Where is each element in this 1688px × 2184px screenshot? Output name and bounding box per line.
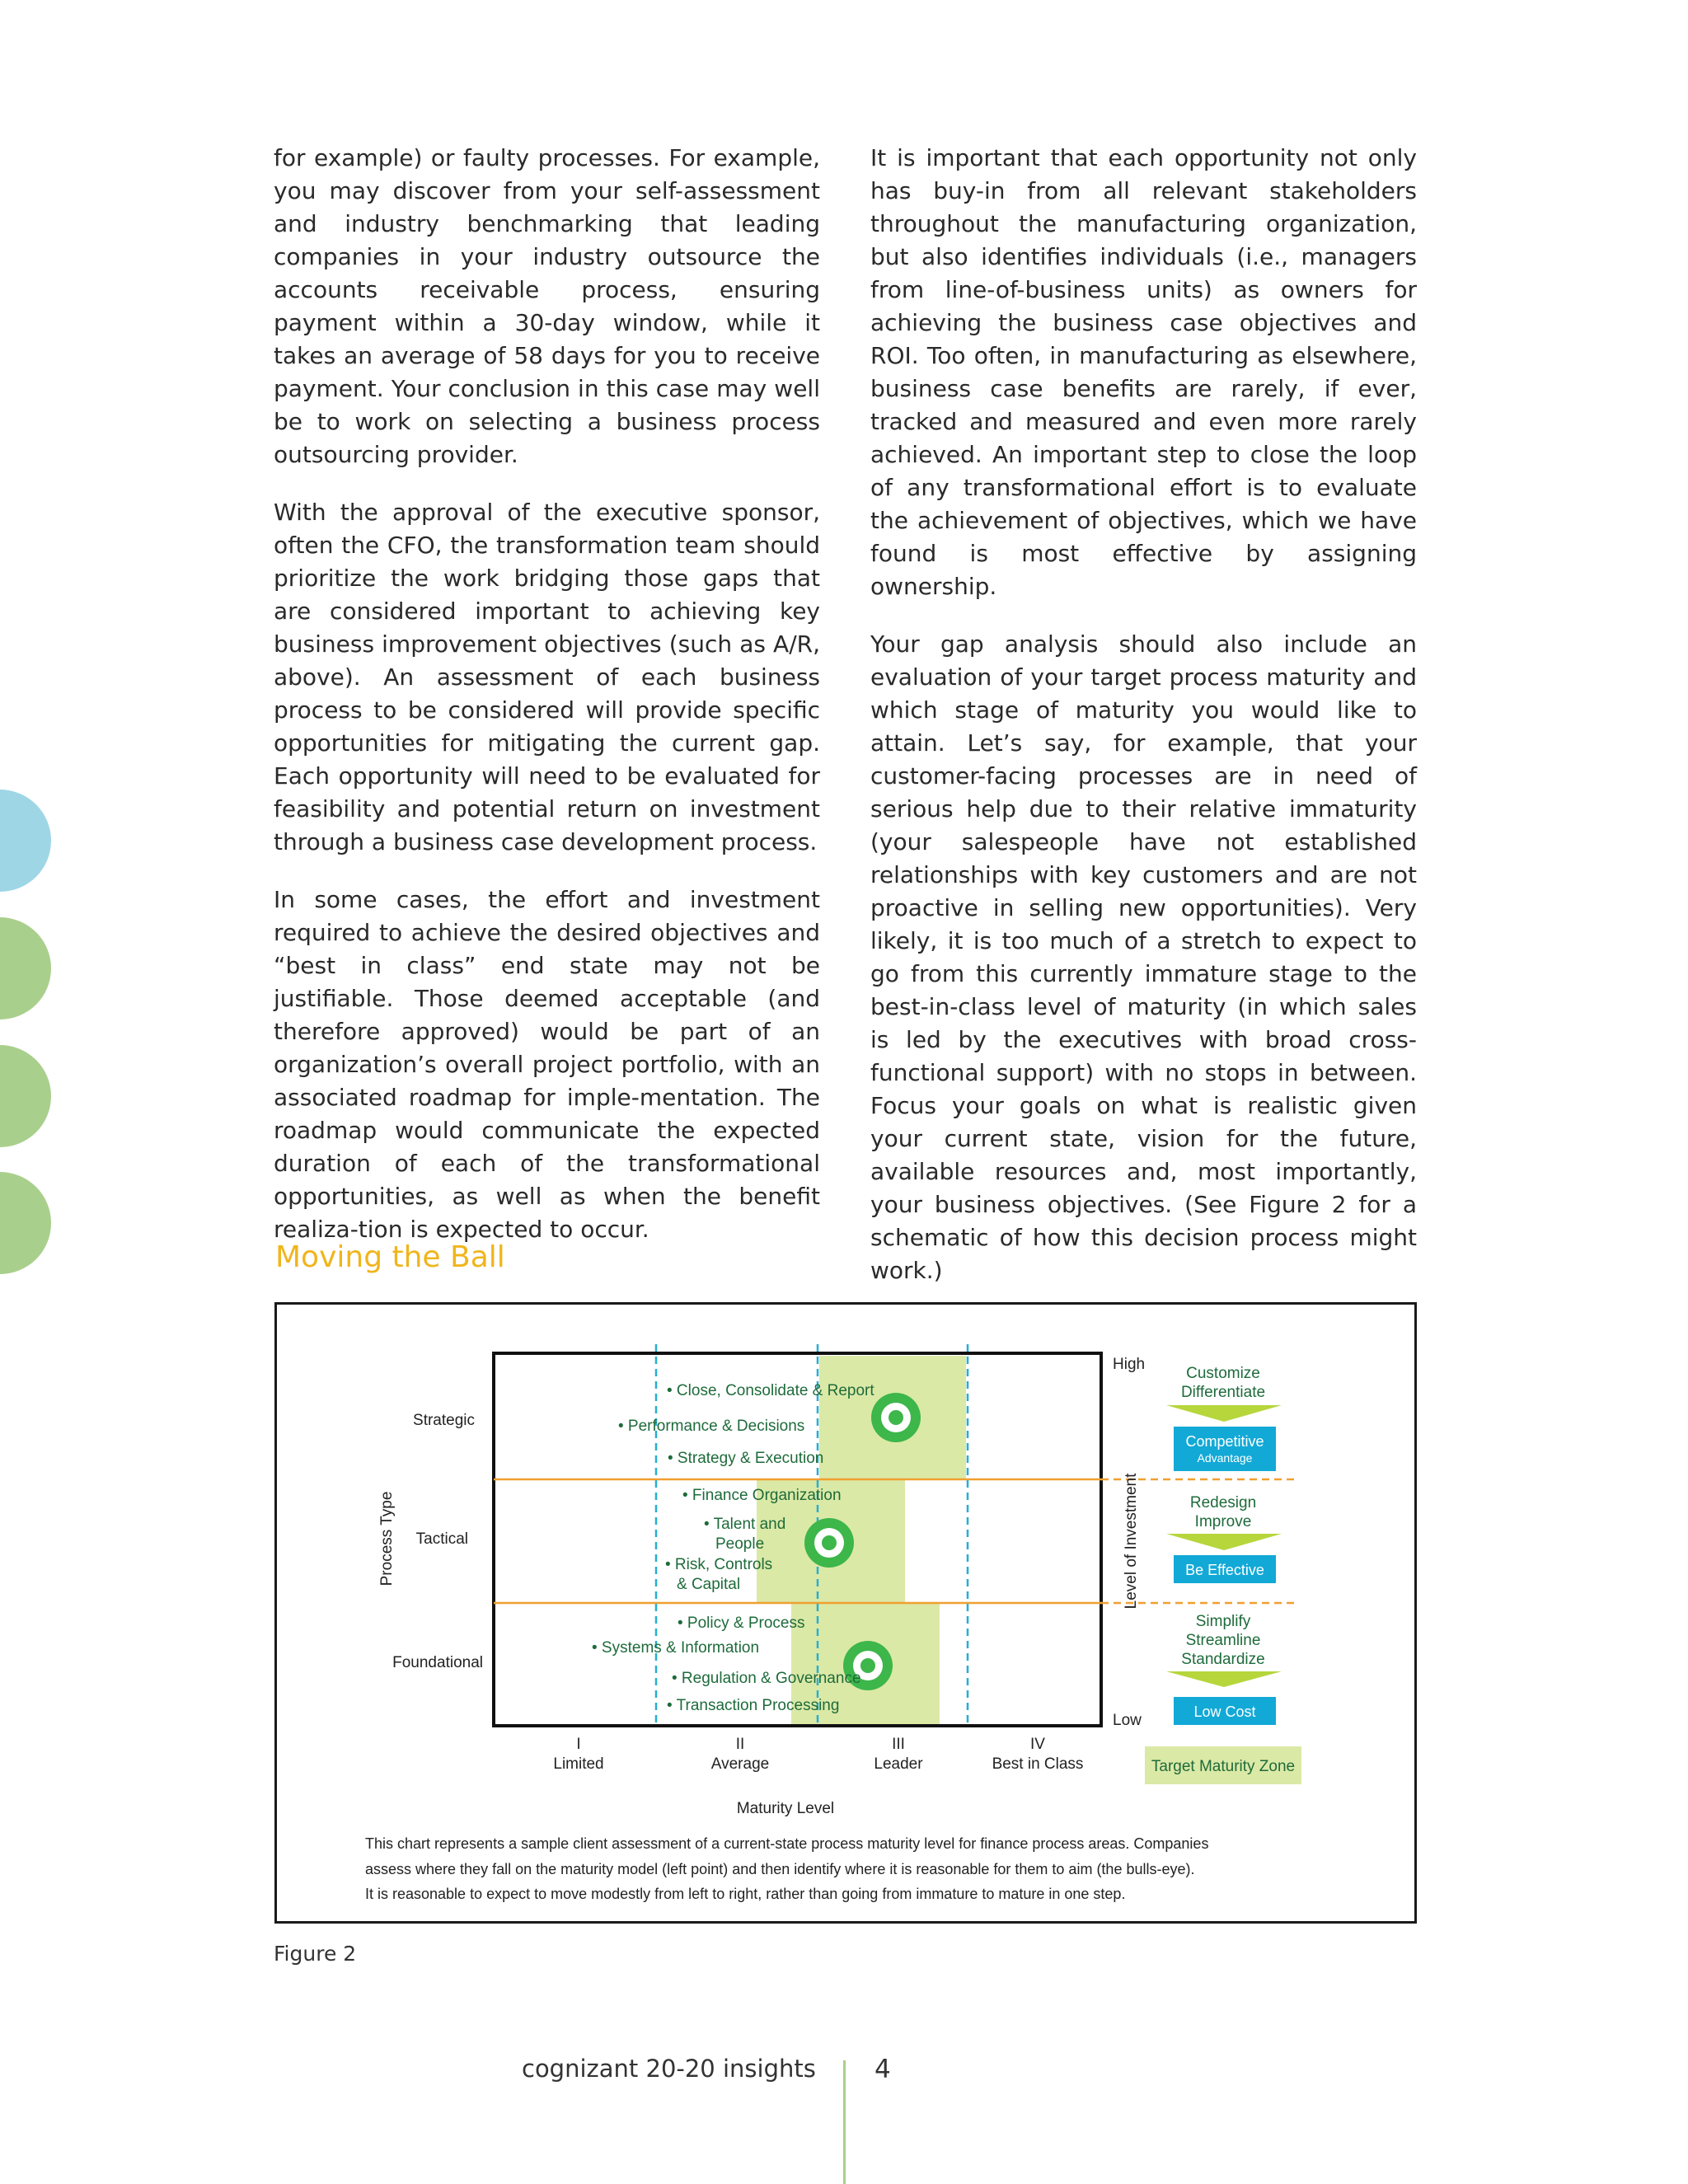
paragraph: With the approval of the executive sponsor, often the CFO, the transformation team should prioritize the work bridging those gaps that are considered important to achieving key business improvement objectives (such as A/R, above). An assessment of each business process to be considered will provide specific opportunities for mitigating the current gap. Each opportunity will need to be evaluated for feasibility and potential return on investment through a business case development process.	[274, 499, 820, 855]
item-talent: • Talent and	[704, 1516, 786, 1533]
item-policy: • Policy & Process	[678, 1615, 805, 1632]
figure-label: Figure 2	[274, 1942, 357, 1966]
investment-high-label: High	[1113, 1356, 1146, 1373]
y-axis-title: Process Type	[378, 1491, 396, 1586]
item-transaction: • Transaction Processing	[667, 1697, 840, 1714]
column-numeral-iv: IV	[1030, 1736, 1045, 1753]
investment-axis-title: Level of Investment	[1123, 1473, 1140, 1610]
footer-brand: cognizant 20-20 insights	[522, 2055, 816, 2083]
decor-circle-blue	[0, 790, 51, 892]
label-standardize: Standardize	[1181, 1651, 1265, 1668]
column-label-limited: Limited	[553, 1755, 604, 1773]
body-column-left	[274, 142, 820, 1271]
paragraph: In some cases, the effort and investment required to achieve the desired objectives and “best in class” end state may not be justifiable. Those deemed acceptable (and therefore approved) would be part of an organization’s overall project portfolio, with an associated roadmap for imple-mentation. The roadmap would communicate the expected duration of each of the transformational opportunities, as well as when the benefit realiza-tion is expected to occur.	[274, 886, 820, 1243]
label-competitive: Competitive	[1185, 1433, 1264, 1450]
maturity-matrix	[277, 1305, 1419, 1926]
row-label-foundational: Foundational	[392, 1654, 483, 1671]
row-label-strategic: Strategic	[413, 1412, 475, 1429]
column-numeral-i: I	[576, 1736, 581, 1753]
arrow-down-icon	[1166, 1405, 1282, 1422]
investment-low-label: Low	[1113, 1712, 1142, 1729]
item-finance-organization: • Finance Organization	[682, 1487, 842, 1504]
label-improve: Improve	[1194, 1513, 1252, 1530]
page-number: 4	[874, 2055, 891, 2084]
label-redesign: Redesign	[1189, 1494, 1257, 1511]
decor-circle-green	[0, 917, 51, 1019]
label-simplify: Simplify	[1195, 1613, 1251, 1630]
arrow-down-icon	[1166, 1534, 1282, 1550]
label-streamline: Streamline	[1185, 1632, 1261, 1649]
section-title: Moving the Ball	[275, 1240, 505, 1274]
body-column-right	[870, 142, 1417, 1312]
item-systems: • Systems & Information	[592, 1639, 760, 1657]
paragraph: It is important that each opportunity not only has buy-in from all relevant stakeholders throughout the manufacturing organization, but also identifies individuals (i.e., managers from line-of-business units) as owners for achieving the business case objectives and ROI. Too often, in manufacturing as elsewhere, business case benefits are rarely, if ever, tracked and measured and even more rarely achieved. An important step to close the loop of any transformational effort is to evaluate the achievement of objectives, which we have found is most effective by assigning ownership.	[870, 144, 1417, 600]
label-advantage: Advantage	[1197, 1451, 1253, 1465]
item-risk: • Risk, Controls	[665, 1556, 773, 1573]
paragraph: Your gap analysis should also include an evaluation of your target process maturity and which stage of maturity you would like to attain. Let’s say, for example, that your customer-facing processes are in need of serious help due to their relative immaturity (your salespeople have not established relationships with key customers and are not proactive in selling new opportunities). Very likely, it is too much of a stretch to expect to go from this currently immature stage to the best-in-class level of maturity (in which sales is led by the executives with broad cross-functional support) with no stops in between. Focus your goals on what is realistic given your current state, vision for the future, available resources and, most importantly, your business objectives. (See Figure 2 for a schematic of how this decision process might work.)	[870, 630, 1417, 1284]
bullseye-tactical	[804, 1518, 854, 1568]
footer-divider	[843, 2060, 846, 2184]
item-regulation: • Regulation & Governance	[672, 1670, 861, 1687]
item-close: • Close, Consolidate & Report	[667, 1382, 874, 1399]
label-customize: Customize	[1186, 1365, 1260, 1382]
column-numeral-iii: III	[892, 1736, 905, 1753]
label-differentiate: Differentiate	[1180, 1384, 1266, 1401]
x-axis-title: Maturity Level	[736, 1800, 835, 1817]
figure-caption-line: It is reasonable to expect to move modestly from left to right, rather than going from immature to mature in one step.	[365, 1886, 1126, 1902]
bullseye-strategic	[871, 1393, 921, 1442]
figure-caption-line: This chart represents a sample client assessment of a current-state process maturity level for finance process areas. Companies	[365, 1835, 1209, 1852]
item-strategy: • Strategy & Execution	[668, 1450, 824, 1467]
paragraph: for example) or faulty processes. For example, you may discover from your self-assessment and industry benchmarking that leading companies in your industry outsource the accounts receivable process, ensuring payment within a 30-day window, while it takes an average of 58 days for you to receive payment. Your conclusion in this case may well be to work on selecting a business process outsourcing provider.	[274, 144, 820, 468]
maturity-figure	[274, 1302, 1417, 1924]
decor-circle-green	[0, 1045, 51, 1147]
row-label-tactical: Tactical	[415, 1530, 468, 1548]
figure-caption-line: assess where they fall on the maturity model (left point) and then identify where it is reasonable for them to aim (the bulls-eye).	[365, 1861, 1195, 1877]
arrow-down-icon	[1166, 1671, 1282, 1687]
item-risk-cont: & Capital	[677, 1576, 741, 1593]
column-label-average: Average	[710, 1755, 770, 1773]
column-label-best-in-class: Best in Class	[992, 1755, 1084, 1773]
label-be-effective: Be Effective	[1185, 1562, 1264, 1578]
decor-circle-green	[0, 1172, 51, 1274]
item-performance: • Performance & Decisions	[618, 1418, 805, 1435]
label-low-cost: Low Cost	[1193, 1704, 1256, 1720]
column-numeral-ii: II	[735, 1736, 745, 1753]
item-talent-cont: People	[715, 1535, 765, 1553]
legend-target-maturity-zone: Target Maturity Zone	[1151, 1758, 1296, 1775]
column-label-leader: Leader	[874, 1755, 923, 1773]
